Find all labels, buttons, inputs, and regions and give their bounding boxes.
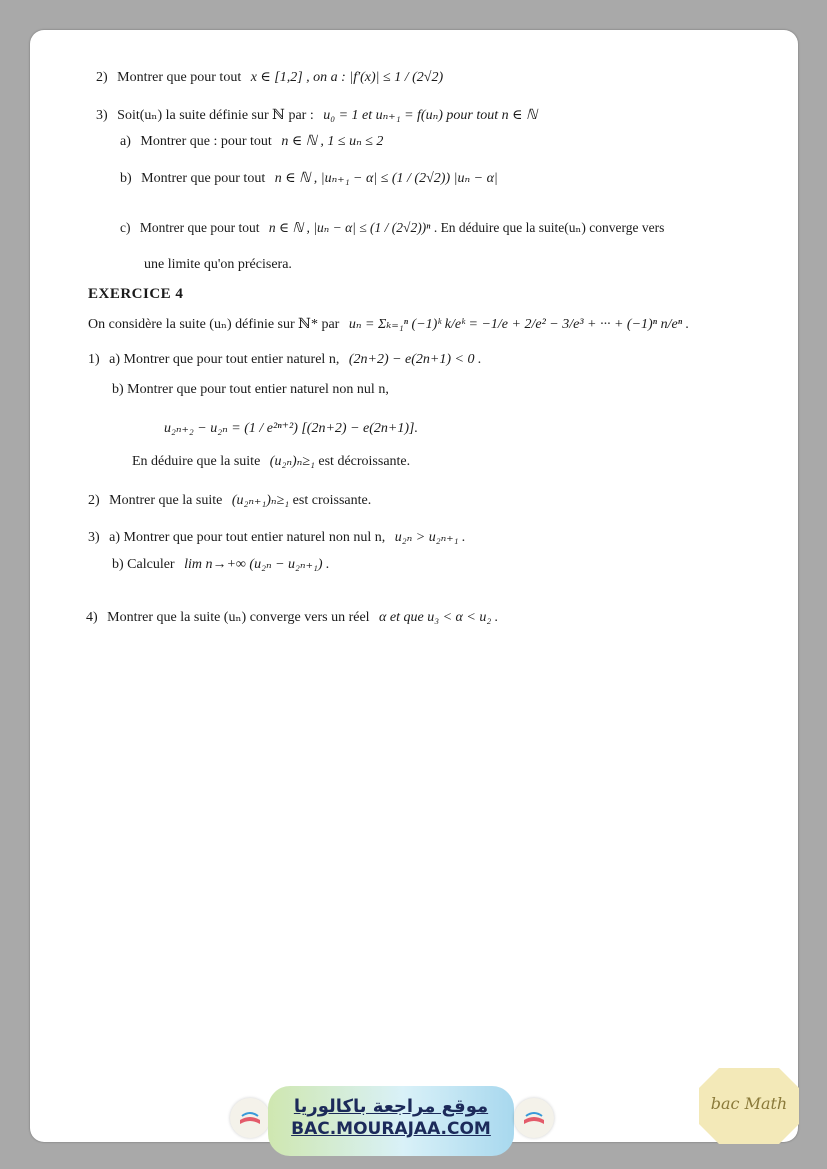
ex4-question-4: 4) Montrer que la suite (uₙ) converge vers un réel α et que u₃ < α < u₂ . — [86, 610, 499, 625]
book-icon — [230, 1098, 270, 1138]
site-url-link[interactable]: BAC.MOURAJAA.COM — [291, 1119, 491, 1139]
ex3-question-2: 2) Montrer que pour tout x ∈ [1,2] , on a : |f′(x)| ≤ 1 / (2√2) — [96, 70, 444, 85]
ex4-question-1b: b) Montrer que pour tout entier naturel non nul n, — [112, 382, 389, 397]
site-banner[interactable] — [268, 1086, 514, 1156]
ex4-question-1a: 1) a) Montrer que pour tout entier naturel n, (2n+2) − e(2n+1) < 0 . — [88, 352, 482, 367]
site-logo-left — [230, 1098, 270, 1138]
ex4-question-2: 2) Montrer que la suite (u₂ₙ₊₁)ₙ≥₁ est croissante. — [88, 493, 372, 508]
site-logo-right — [514, 1098, 554, 1138]
ex4-intro: On considère la suite (uₙ) définie sur ℕ* par uₙ = Σₖ₌₁ⁿ (−1)ᵏ k/eᵏ = −1/e + 2/e² − 3/e³ + ··· + (−1)ⁿ n/eⁿ . — [88, 317, 690, 332]
ex4-question-3a: 3) a) Montrer que pour tout entier naturel non nul n, u₂ₙ > u₂ₙ₊₁ . — [88, 530, 466, 545]
badge-label: bac Math — [710, 1094, 788, 1113]
ex3-question-3b: b) Montrer que pour tout n ∈ ℕ , |uₙ₊₁ − α| ≤ (1 / (2√2)) |uₙ − α| — [120, 171, 498, 186]
exercise-4-title: EXERCICE 4 — [88, 286, 184, 302]
site-name-arabic[interactable]: موقع مراجعة باكالوريا — [293, 1096, 489, 1117]
ex3-question-3: 3) Soit(uₙ) la suite définie sur ℕ par : u₀ = 1 et uₙ₊₁ = f(uₙ) pour tout n ∈ ℕ — [96, 108, 538, 123]
ex4-question-1b-deduce: En déduire que la suite (u₂ₙ)ₙ≥₁ est décroissante. — [132, 454, 411, 469]
document-page — [30, 30, 798, 1142]
ex4-recurrence-equation: u₂ₙ₊₂ − u₂ₙ = (1 / e²ⁿ⁺²) [(2n+2) − e(2n+1)]. — [164, 421, 418, 436]
ex3-question-3c: c) Montrer que pour tout n ∈ ℕ , |uₙ − α| ≤ (1 / (2√2))ⁿ . En déduire que la suite(uₙ) converge vers — [120, 220, 665, 235]
ex4-question-3b: b) Calculer lim n→+∞ (u₂ₙ − u₂ₙ₊₁) . — [112, 557, 330, 572]
ex3-question-3a: a) Montrer que : pour tout n ∈ ℕ , 1 ≤ uₙ ≤ 2 — [120, 134, 384, 149]
bac-math-badge — [697, 1066, 801, 1146]
book-icon — [514, 1098, 554, 1138]
ex3-question-3c-continued: une limite qu'on précisera. — [144, 257, 292, 272]
